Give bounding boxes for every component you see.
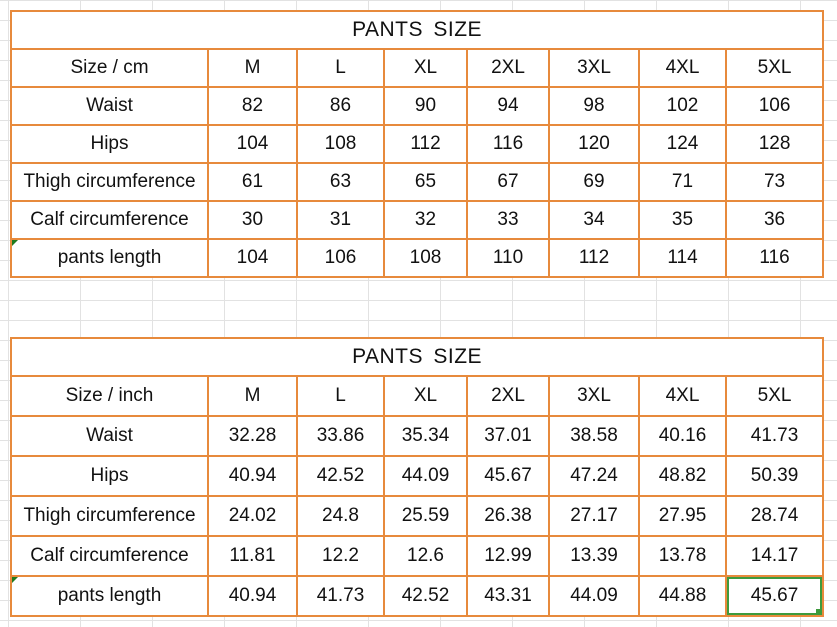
table-cell[interactable]: 38.58 bbox=[549, 416, 639, 456]
table-cell[interactable]: 35 bbox=[639, 201, 726, 239]
header-cell-5xl[interactable]: 5XL bbox=[726, 376, 823, 416]
header-cell-l[interactable]: L bbox=[297, 376, 384, 416]
table-title-row bbox=[11, 338, 823, 376]
table-cell[interactable]: 116 bbox=[726, 239, 823, 277]
table-cell[interactable]: 13.39 bbox=[549, 536, 639, 576]
table-row-thigh bbox=[11, 496, 823, 536]
header-cell-m[interactable]: M bbox=[208, 49, 297, 87]
row-label-cell[interactable]: Thigh circumference bbox=[11, 496, 208, 536]
table-cell[interactable]: 44.09 bbox=[384, 456, 467, 496]
row-label-cell[interactable]: Calf circumference bbox=[11, 536, 208, 576]
header-cell-3xl[interactable]: 3XL bbox=[549, 49, 639, 87]
table-cell[interactable]: 108 bbox=[297, 125, 384, 163]
table-cell[interactable]: 34 bbox=[549, 201, 639, 239]
table-title-row bbox=[11, 11, 823, 49]
header-cell-xl[interactable]: XL bbox=[384, 376, 467, 416]
table-cell[interactable]: 71 bbox=[639, 163, 726, 201]
table-cell[interactable]: 120 bbox=[549, 125, 639, 163]
table-row-pants-length bbox=[11, 239, 823, 277]
table-cell[interactable]: 124 bbox=[639, 125, 726, 163]
table-cell[interactable]: 67 bbox=[467, 163, 549, 201]
header-cell-4xl[interactable]: 4XL bbox=[639, 49, 726, 87]
table-row-waist bbox=[11, 416, 823, 456]
table-cell[interactable]: 44.88 bbox=[639, 576, 726, 616]
table-cell[interactable]: 42.52 bbox=[384, 576, 467, 616]
table-cell[interactable]: 108 bbox=[384, 239, 467, 277]
header-cell-m[interactable]: M bbox=[208, 376, 297, 416]
table-cell[interactable]: 31 bbox=[297, 201, 384, 239]
table-cell[interactable]: 48.82 bbox=[639, 456, 726, 496]
row-label-cell[interactable]: Hips bbox=[11, 456, 208, 496]
row-label-cell[interactable]: Waist bbox=[11, 416, 208, 456]
table-row-calf bbox=[11, 536, 823, 576]
table-row-hips bbox=[11, 456, 823, 496]
table-cell[interactable]: 106 bbox=[297, 239, 384, 277]
table-cell[interactable]: 42.52 bbox=[297, 456, 384, 496]
row-label-cell[interactable]: Thigh circumference bbox=[11, 163, 208, 201]
table-cell[interactable]: 12.6 bbox=[384, 536, 467, 576]
table-cell[interactable]: 33 bbox=[467, 201, 549, 239]
header-cell-2xl[interactable]: 2XL bbox=[467, 376, 549, 416]
table-cell[interactable]: 27.95 bbox=[639, 496, 726, 536]
selected-cell[interactable]: 45.67 bbox=[726, 576, 823, 616]
table-cell[interactable]: 110 bbox=[467, 239, 549, 277]
table-cell[interactable]: 12.99 bbox=[467, 536, 549, 576]
table-cell[interactable]: 90 bbox=[384, 87, 467, 125]
header-cell-2xl[interactable]: 2XL bbox=[467, 49, 549, 87]
table-cell[interactable]: 112 bbox=[384, 125, 467, 163]
table-cell[interactable]: 26.38 bbox=[467, 496, 549, 536]
table-cell[interactable]: 50.39 bbox=[726, 456, 823, 496]
table-cell[interactable]: 27.17 bbox=[549, 496, 639, 536]
table-cell[interactable]: 30 bbox=[208, 201, 297, 239]
header-cell-xl[interactable]: XL bbox=[384, 49, 467, 87]
table-cell[interactable]: 11.81 bbox=[208, 536, 297, 576]
header-cell-unit[interactable]: Size / inch bbox=[11, 376, 208, 416]
table-header-row bbox=[11, 376, 823, 416]
table-cell[interactable]: 116 bbox=[467, 125, 549, 163]
table-cell[interactable]: 73 bbox=[726, 163, 823, 201]
table-cell[interactable]: 104 bbox=[208, 239, 297, 277]
header-cell-4xl[interactable]: 4XL bbox=[639, 376, 726, 416]
row-label-cell[interactable]: Waist bbox=[11, 87, 208, 125]
table-cell[interactable]: 104 bbox=[208, 125, 297, 163]
table-cell[interactable]: 61 bbox=[208, 163, 297, 201]
table-cell[interactable]: 13.78 bbox=[639, 536, 726, 576]
table-cell[interactable]: 112 bbox=[549, 239, 639, 277]
table-cell[interactable]: 102 bbox=[639, 87, 726, 125]
table-row-hips bbox=[11, 125, 823, 163]
row-label-cell[interactable]: Hips bbox=[11, 125, 208, 163]
table-row-waist bbox=[11, 87, 823, 125]
table-cell[interactable]: 98 bbox=[549, 87, 639, 125]
table-cell[interactable]: 36 bbox=[726, 201, 823, 239]
table-cell[interactable]: 28.74 bbox=[726, 496, 823, 536]
table-cell[interactable]: 35.34 bbox=[384, 416, 467, 456]
table-cell[interactable]: 86 bbox=[297, 87, 384, 125]
table-cell[interactable]: 32 bbox=[384, 201, 467, 239]
table-cell[interactable]: 41.73 bbox=[726, 416, 823, 456]
table-cell[interactable]: 25.59 bbox=[384, 496, 467, 536]
table-cell[interactable]: 33.86 bbox=[297, 416, 384, 456]
table-cell[interactable]: 82 bbox=[208, 87, 297, 125]
table-cell[interactable]: 69 bbox=[549, 163, 639, 201]
table-cell[interactable]: 12.2 bbox=[297, 536, 384, 576]
table-cell[interactable]: 65 bbox=[384, 163, 467, 201]
table-cell[interactable]: 41.73 bbox=[297, 576, 384, 616]
table-header-row bbox=[11, 49, 823, 87]
table-row-calf bbox=[11, 201, 823, 239]
table-cell[interactable]: 40.94 bbox=[208, 456, 297, 496]
table-cell[interactable]: 63 bbox=[297, 163, 384, 201]
table-cell[interactable]: 40.94 bbox=[208, 576, 297, 616]
header-cell-unit[interactable]: Size / cm bbox=[11, 49, 208, 87]
table-cell[interactable]: 47.24 bbox=[549, 456, 639, 496]
table-cell[interactable]: 45.67 bbox=[467, 456, 549, 496]
pants-size-table-inch bbox=[10, 337, 824, 617]
row-label-cell[interactable]: Calf circumference bbox=[11, 201, 208, 239]
table-cell[interactable]: 94 bbox=[467, 87, 549, 125]
table-row-pants-length bbox=[11, 576, 823, 616]
row-label-cell[interactable]: pants length bbox=[11, 576, 208, 616]
header-cell-l[interactable]: L bbox=[297, 49, 384, 87]
table-cell[interactable]: 14.17 bbox=[726, 536, 823, 576]
table-cell[interactable]: 43.31 bbox=[467, 576, 549, 616]
table-cell[interactable]: 106 bbox=[726, 87, 823, 125]
table-cell[interactable]: 24.8 bbox=[297, 496, 384, 536]
table-row-thigh bbox=[11, 163, 823, 201]
table-title[interactable]: PANTS SIZE bbox=[11, 338, 823, 376]
table-cell[interactable]: 24.02 bbox=[208, 496, 297, 536]
table-cell[interactable]: 114 bbox=[639, 239, 726, 277]
row-label-cell[interactable]: pants length bbox=[11, 239, 208, 277]
table-cell[interactable]: 128 bbox=[726, 125, 823, 163]
table-cell[interactable]: 37.01 bbox=[467, 416, 549, 456]
table-cell[interactable]: 40.16 bbox=[639, 416, 726, 456]
pants-size-table-cm bbox=[10, 10, 824, 278]
table-cell[interactable]: 44.09 bbox=[549, 576, 639, 616]
header-cell-3xl[interactable]: 3XL bbox=[549, 376, 639, 416]
header-cell-5xl[interactable]: 5XL bbox=[726, 49, 823, 87]
table-title[interactable]: PANTS SIZE bbox=[11, 11, 823, 49]
table-cell[interactable]: 32.28 bbox=[208, 416, 297, 456]
